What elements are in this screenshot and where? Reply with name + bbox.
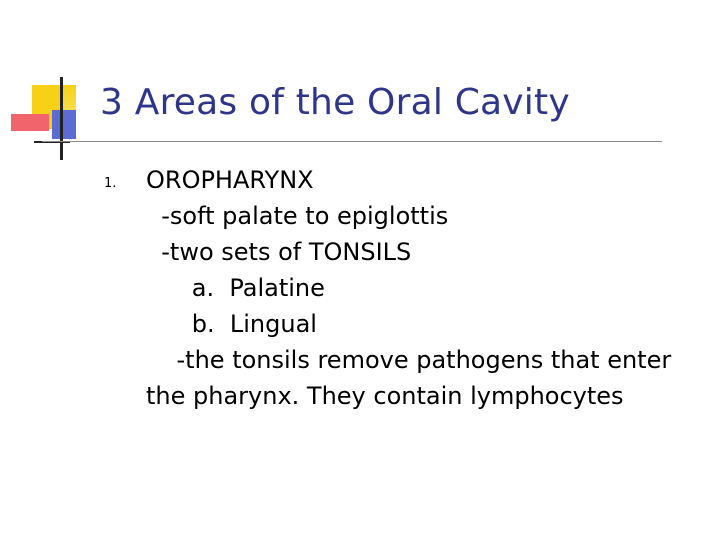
ornament-blue-square <box>52 110 76 139</box>
slide-title: 3 Areas of the Oral Cavity <box>100 82 570 123</box>
ornament-red-bar <box>11 114 49 131</box>
title-divider <box>42 141 662 142</box>
ornament-vertical-line <box>60 77 63 160</box>
section-heading: OROPHARYNX <box>146 166 314 194</box>
body-line-tonsils: -two sets of TONSILS <box>146 238 412 266</box>
slide-body <box>146 162 706 414</box>
body-line-palatine: a. Palatine <box>146 274 325 302</box>
body-line-lingual: b. Lingual <box>146 310 317 338</box>
body-line-pathogens <box>146 342 696 414</box>
list-number: 1. <box>104 176 117 191</box>
body-line-range: -soft palate to epiglottis <box>146 202 449 230</box>
body-line-pathogens-text: -the tonsils remove pathogens that enter the pharynx. They contain lymphocytes <box>146 346 679 410</box>
